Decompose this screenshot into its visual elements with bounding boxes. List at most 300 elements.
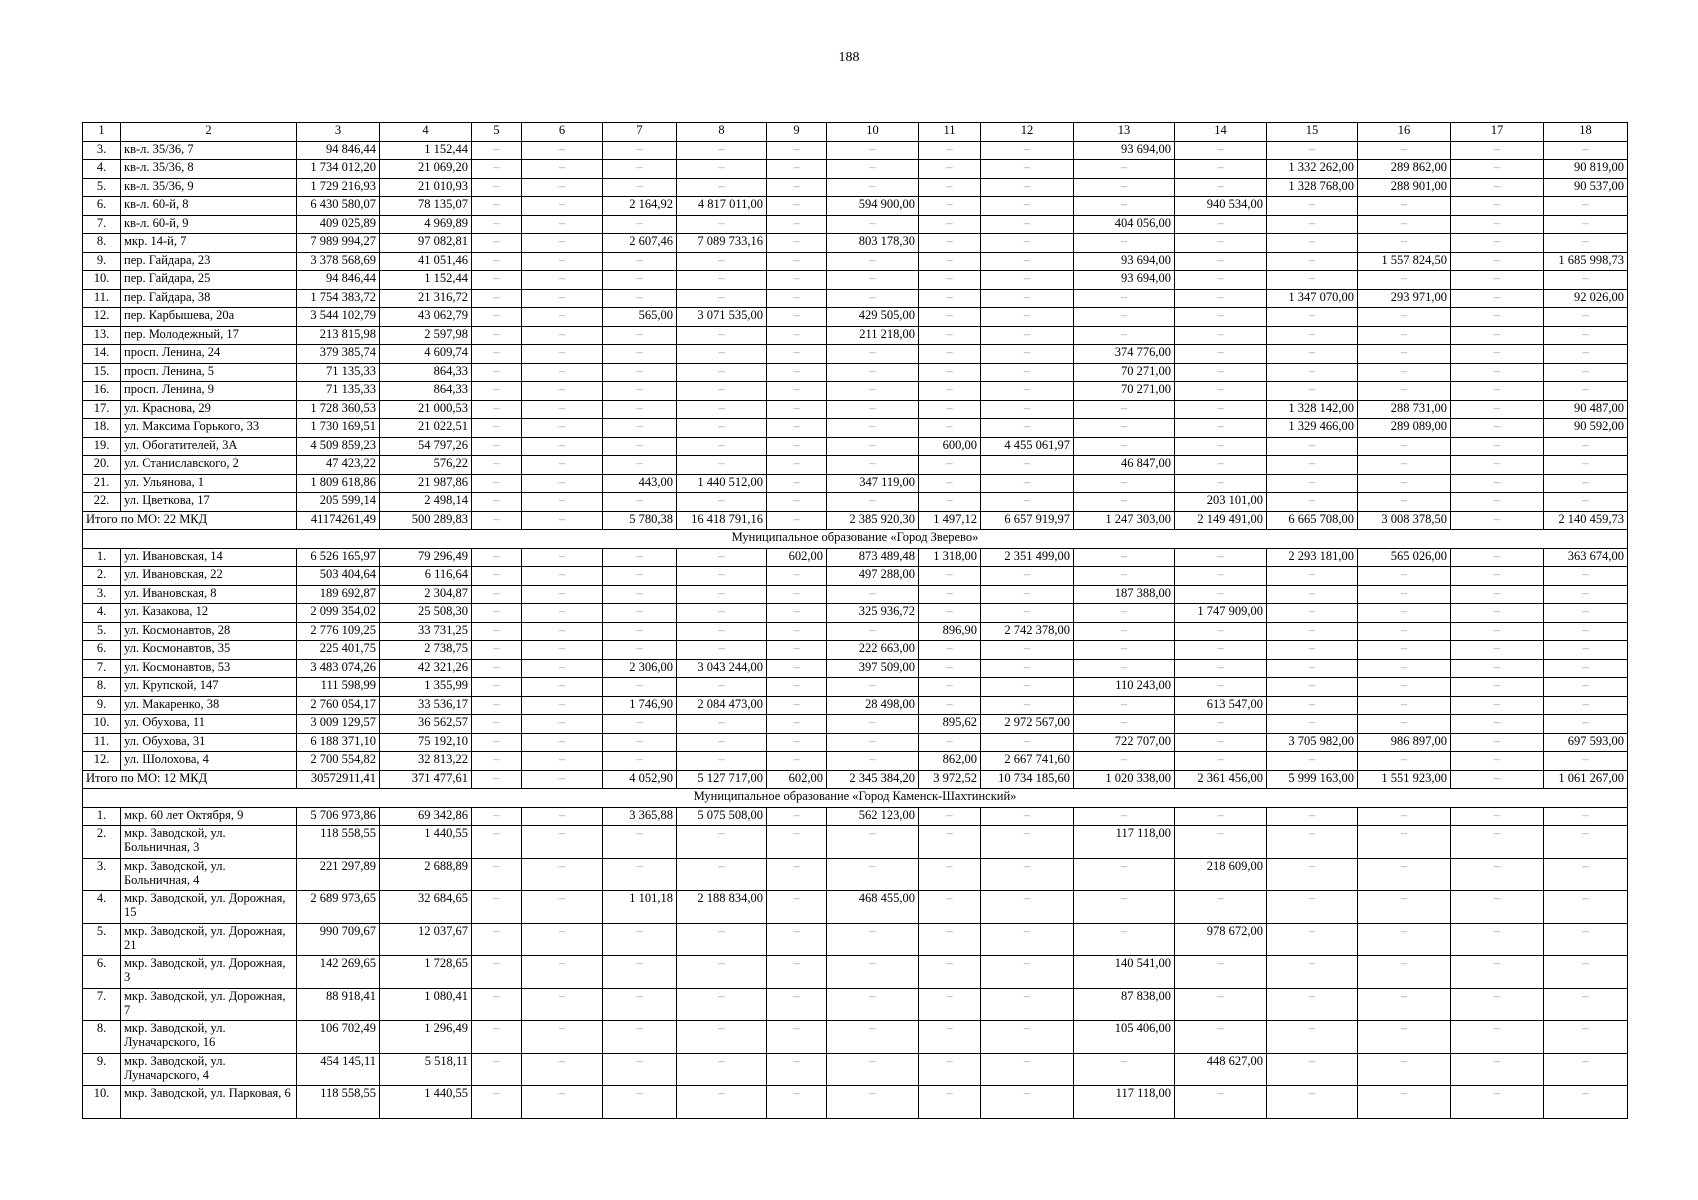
value-cell: –: [472, 752, 522, 771]
value-cell: –: [1358, 1086, 1451, 1119]
table-row: [83, 419, 1628, 438]
value-cell: 203 101,00: [1175, 493, 1267, 512]
value-cell: 3 071 535,00: [677, 308, 767, 327]
value-cell: 90 819,00: [1544, 160, 1628, 179]
value-cell: –: [767, 752, 827, 771]
value-cell: –: [677, 252, 767, 271]
value-cell: –: [472, 215, 522, 234]
value-cell: 4 609,74: [380, 345, 472, 364]
value-cell: –: [1175, 308, 1267, 327]
total-cell: 2 385 920,30: [827, 511, 919, 530]
value-cell: –: [1544, 567, 1628, 586]
value-cell: –: [827, 419, 919, 438]
value-cell: –: [522, 271, 603, 290]
value-cell: 697 593,00: [1544, 733, 1628, 752]
value-cell: 118 558,55: [297, 826, 380, 859]
total-cell: –: [1451, 511, 1544, 530]
table-row: [83, 956, 1628, 989]
value-cell: –: [677, 363, 767, 382]
value-cell: 41 051,46: [380, 252, 472, 271]
value-cell: –: [1451, 659, 1544, 678]
table-row: [83, 548, 1628, 567]
value-cell: –: [827, 289, 919, 308]
value-cell: 347 119,00: [827, 474, 919, 493]
value-cell: 33 536,17: [380, 696, 472, 715]
value-cell: 1 101,18: [603, 891, 677, 924]
total-cell: 1 497,12: [919, 511, 981, 530]
value-cell: –: [1451, 567, 1544, 586]
table-row: [83, 271, 1628, 290]
row-number: 1.: [83, 807, 121, 826]
value-cell: –: [767, 1053, 827, 1086]
value-cell: –: [1544, 891, 1628, 924]
value-cell: –: [472, 363, 522, 382]
value-cell: –: [1175, 548, 1267, 567]
value-cell: 213 815,98: [297, 326, 380, 345]
value-cell: 896,90: [919, 622, 981, 641]
value-cell: –: [472, 826, 522, 859]
value-cell: –: [1451, 456, 1544, 475]
value-cell: –: [919, 215, 981, 234]
value-cell: 565 026,00: [1358, 548, 1451, 567]
total-cell: –: [767, 511, 827, 530]
value-cell: –: [603, 160, 677, 179]
value-cell: –: [677, 733, 767, 752]
value-cell: –: [1544, 923, 1628, 956]
value-cell: –: [827, 826, 919, 859]
value-cell: –: [1074, 659, 1175, 678]
total-cell: 16 418 791,16: [677, 511, 767, 530]
value-cell: –: [677, 271, 767, 290]
value-cell: –: [1074, 752, 1175, 771]
total-cell: 4 052,90: [603, 770, 677, 789]
address-cell: кв-л. 35/36, 8: [121, 160, 297, 179]
value-cell: –: [981, 733, 1074, 752]
value-cell: –: [472, 622, 522, 641]
value-cell: –: [1267, 474, 1358, 493]
row-number: 8.: [83, 234, 121, 253]
value-cell: –: [1074, 437, 1175, 456]
value-cell: 1 747 909,00: [1175, 604, 1267, 623]
value-cell: 6 526 165,97: [297, 548, 380, 567]
value-cell: –: [472, 141, 522, 160]
value-cell: –: [1175, 678, 1267, 697]
value-cell: –: [1074, 178, 1175, 197]
value-cell: –: [1267, 437, 1358, 456]
value-cell: –: [1358, 752, 1451, 771]
value-cell: –: [603, 585, 677, 604]
value-cell: –: [919, 382, 981, 401]
value-cell: –: [1451, 1053, 1544, 1086]
value-cell: 5 706 973,86: [297, 807, 380, 826]
value-cell: –: [919, 178, 981, 197]
value-cell: –: [1175, 585, 1267, 604]
column-number: 4: [380, 123, 472, 142]
value-cell: –: [981, 659, 1074, 678]
value-cell: 1 557 824,50: [1358, 252, 1451, 271]
value-cell: –: [767, 252, 827, 271]
value-cell: –: [472, 197, 522, 216]
value-cell: 1 754 383,72: [297, 289, 380, 308]
value-cell: –: [767, 308, 827, 327]
value-cell: 289 862,00: [1358, 160, 1451, 179]
value-cell: 1 152,44: [380, 271, 472, 290]
value-cell: –: [1358, 604, 1451, 623]
value-cell: –: [603, 956, 677, 989]
value-cell: –: [1451, 363, 1544, 382]
value-cell: –: [1544, 363, 1628, 382]
value-cell: –: [1175, 641, 1267, 660]
address-cell: кв-л. 35/36, 9: [121, 178, 297, 197]
value-cell: 90 592,00: [1544, 419, 1628, 438]
value-cell: –: [1267, 678, 1358, 697]
value-cell: –: [1451, 271, 1544, 290]
address-cell: ул. Обухова, 11: [121, 715, 297, 734]
address-cell: кв-л. 60-й, 8: [121, 197, 297, 216]
value-cell: –: [472, 271, 522, 290]
column-number: 18: [1544, 123, 1628, 142]
value-cell: –: [472, 382, 522, 401]
value-cell: –: [919, 493, 981, 512]
value-cell: 2 597,98: [380, 326, 472, 345]
value-cell: –: [1358, 271, 1451, 290]
value-cell: –: [522, 141, 603, 160]
value-cell: –: [827, 858, 919, 891]
column-number: 1: [83, 123, 121, 142]
value-cell: –: [472, 567, 522, 586]
value-cell: –: [603, 289, 677, 308]
value-cell: –: [472, 956, 522, 989]
value-cell: –: [603, 1021, 677, 1054]
row-number: 6.: [83, 641, 121, 660]
value-cell: –: [981, 160, 1074, 179]
value-cell: –: [1451, 493, 1544, 512]
value-cell: –: [472, 604, 522, 623]
total-row: [83, 770, 1628, 789]
value-cell: –: [677, 456, 767, 475]
value-cell: –: [603, 826, 677, 859]
total-cell: –: [522, 511, 603, 530]
value-cell: –: [1267, 715, 1358, 734]
value-cell: 990 709,67: [297, 923, 380, 956]
value-cell: –: [677, 160, 767, 179]
value-cell: –: [472, 1086, 522, 1119]
value-cell: –: [1074, 923, 1175, 956]
value-cell: –: [1451, 641, 1544, 660]
value-cell: –: [1074, 858, 1175, 891]
value-cell: 28 498,00: [827, 696, 919, 715]
value-cell: –: [603, 345, 677, 364]
value-cell: –: [919, 1086, 981, 1119]
row-number: 4.: [83, 160, 121, 179]
value-cell: –: [1451, 400, 1544, 419]
value-cell: –: [522, 604, 603, 623]
value-cell: 222 663,00: [827, 641, 919, 660]
table-row: [83, 474, 1628, 493]
total-cell: 371 477,61: [380, 770, 472, 789]
value-cell: –: [677, 923, 767, 956]
value-cell: 895,62: [919, 715, 981, 734]
value-cell: –: [522, 252, 603, 271]
value-cell: –: [1358, 956, 1451, 989]
value-cell: –: [981, 382, 1074, 401]
value-cell: –: [1175, 160, 1267, 179]
value-cell: –: [919, 733, 981, 752]
value-cell: –: [1544, 197, 1628, 216]
value-cell: –: [603, 1053, 677, 1086]
value-cell: –: [827, 252, 919, 271]
value-cell: –: [1267, 363, 1358, 382]
value-cell: –: [827, 160, 919, 179]
row-number: 9.: [83, 252, 121, 271]
value-cell: –: [1358, 345, 1451, 364]
value-cell: –: [1358, 1021, 1451, 1054]
value-cell: –: [767, 622, 827, 641]
value-cell: 2 304,87: [380, 585, 472, 604]
table-row: [83, 622, 1628, 641]
value-cell: 429 505,00: [827, 308, 919, 327]
value-cell: –: [1358, 215, 1451, 234]
value-cell: –: [1451, 1086, 1544, 1119]
total-cell: 30572911,41: [297, 770, 380, 789]
row-number: 14.: [83, 345, 121, 364]
value-cell: –: [827, 141, 919, 160]
value-cell: –: [603, 548, 677, 567]
value-cell: –: [767, 585, 827, 604]
value-cell: 36 562,57: [380, 715, 472, 734]
value-cell: –: [1074, 326, 1175, 345]
total-cell: 2 140 459,73: [1544, 511, 1628, 530]
value-cell: –: [1358, 659, 1451, 678]
value-cell: –: [981, 493, 1074, 512]
value-cell: –: [1451, 419, 1544, 438]
value-cell: –: [767, 141, 827, 160]
value-cell: –: [1544, 826, 1628, 859]
value-cell: –: [767, 715, 827, 734]
value-cell: –: [981, 956, 1074, 989]
row-number: 8.: [83, 1021, 121, 1054]
value-cell: –: [827, 1021, 919, 1054]
total-cell: 3 972,52: [919, 770, 981, 789]
value-cell: –: [522, 456, 603, 475]
address-cell: ул. Ульянова, 1: [121, 474, 297, 493]
total-cell: 2 149 491,00: [1175, 511, 1267, 530]
value-cell: 6 430 580,07: [297, 197, 380, 216]
value-cell: –: [1267, 567, 1358, 586]
value-cell: –: [919, 956, 981, 989]
address-cell: пер. Гайдара, 38: [121, 289, 297, 308]
value-cell: 986 897,00: [1358, 733, 1451, 752]
value-cell: –: [767, 678, 827, 697]
value-cell: 21 022,51: [380, 419, 472, 438]
row-number: 8.: [83, 678, 121, 697]
value-cell: –: [522, 548, 603, 567]
value-cell: 90 487,00: [1544, 400, 1628, 419]
value-cell: 75 192,10: [380, 733, 472, 752]
value-cell: 6 188 371,10: [297, 733, 380, 752]
address-cell: пер. Карбышева, 20а: [121, 308, 297, 327]
address-cell: ул. Казакова, 12: [121, 604, 297, 623]
value-cell: –: [603, 622, 677, 641]
value-cell: –: [1358, 923, 1451, 956]
value-cell: –: [1358, 641, 1451, 660]
value-cell: 94 846,44: [297, 141, 380, 160]
value-cell: –: [1451, 1021, 1544, 1054]
value-cell: 1 328 768,00: [1267, 178, 1358, 197]
value-cell: –: [522, 696, 603, 715]
row-number: 5.: [83, 622, 121, 641]
value-cell: –: [603, 178, 677, 197]
value-cell: –: [1544, 604, 1628, 623]
table-row: [83, 659, 1628, 678]
address-cell: ул. Обухова, 31: [121, 733, 297, 752]
value-cell: 46 847,00: [1074, 456, 1175, 475]
value-cell: –: [522, 923, 603, 956]
value-cell: –: [1175, 289, 1267, 308]
value-cell: 602,00: [767, 548, 827, 567]
value-cell: –: [767, 178, 827, 197]
value-cell: 69 342,86: [380, 807, 472, 826]
value-cell: 397 509,00: [827, 659, 919, 678]
value-cell: –: [1544, 807, 1628, 826]
value-cell: 2 164,92: [603, 197, 677, 216]
value-cell: 288 731,00: [1358, 400, 1451, 419]
address-cell: мкр. Заводской, ул. Больничная, 3: [121, 826, 297, 859]
value-cell: 189 692,87: [297, 585, 380, 604]
value-cell: –: [919, 326, 981, 345]
row-number: 9.: [83, 1053, 121, 1086]
address-cell: ул. Максима Горького, 33: [121, 419, 297, 438]
value-cell: –: [522, 659, 603, 678]
value-cell: –: [1451, 197, 1544, 216]
value-cell: –: [1544, 234, 1628, 253]
table-row: [83, 345, 1628, 364]
value-cell: –: [919, 308, 981, 327]
total-cell: –: [1451, 770, 1544, 789]
value-cell: –: [1267, 1021, 1358, 1054]
value-cell: 576,22: [380, 456, 472, 475]
value-cell: –: [919, 567, 981, 586]
value-cell: 1 730 169,51: [297, 419, 380, 438]
value-cell: 4 509 859,23: [297, 437, 380, 456]
value-cell: –: [1358, 891, 1451, 924]
value-cell: –: [603, 271, 677, 290]
value-cell: –: [522, 891, 603, 924]
value-cell: –: [981, 641, 1074, 660]
value-cell: –: [522, 733, 603, 752]
value-cell: –: [1451, 252, 1544, 271]
value-cell: –: [1451, 234, 1544, 253]
value-cell: –: [919, 826, 981, 859]
value-cell: 79 296,49: [380, 548, 472, 567]
value-cell: 289 089,00: [1358, 419, 1451, 438]
value-cell: –: [981, 567, 1074, 586]
value-cell: 2 293 181,00: [1267, 548, 1358, 567]
table-row: [83, 234, 1628, 253]
value-cell: –: [767, 437, 827, 456]
value-cell: 2 498,14: [380, 493, 472, 512]
value-cell: 6 116,64: [380, 567, 472, 586]
value-cell: –: [522, 1086, 603, 1119]
value-cell: 1 728,65: [380, 956, 472, 989]
value-cell: –: [522, 474, 603, 493]
row-number: 12.: [83, 308, 121, 327]
total-cell: –: [522, 770, 603, 789]
value-cell: –: [1358, 715, 1451, 734]
value-cell: –: [1544, 141, 1628, 160]
value-cell: –: [1267, 456, 1358, 475]
value-cell: –: [919, 585, 981, 604]
column-number: 11: [919, 123, 981, 142]
value-cell: 218 609,00: [1175, 858, 1267, 891]
value-cell: –: [1074, 1053, 1175, 1086]
value-cell: –: [1544, 641, 1628, 660]
value-cell: –: [1544, 1086, 1628, 1119]
total-cell: 1 020 338,00: [1074, 770, 1175, 789]
table-row: [83, 363, 1628, 382]
value-cell: –: [1544, 271, 1628, 290]
value-cell: –: [522, 178, 603, 197]
value-cell: –: [827, 715, 919, 734]
row-number: 5.: [83, 923, 121, 956]
address-cell: мкр. Заводской, ул. Луначарского, 16: [121, 1021, 297, 1054]
address-cell: ул. Космонавтов, 35: [121, 641, 297, 660]
address-cell: мкр. 60 лет Октября, 9: [121, 807, 297, 826]
value-cell: –: [1358, 363, 1451, 382]
value-cell: –: [1267, 826, 1358, 859]
value-cell: –: [522, 622, 603, 641]
value-cell: –: [919, 363, 981, 382]
value-cell: 1 734 012,20: [297, 160, 380, 179]
value-cell: –: [1175, 891, 1267, 924]
value-cell: –: [677, 178, 767, 197]
value-cell: –: [1451, 891, 1544, 924]
value-cell: –: [472, 891, 522, 924]
page-number: 188: [838, 50, 860, 65]
value-cell: –: [767, 807, 827, 826]
value-cell: –: [677, 585, 767, 604]
value-cell: –: [677, 141, 767, 160]
value-cell: 2 667 741,60: [981, 752, 1074, 771]
value-cell: –: [1451, 826, 1544, 859]
value-cell: –: [827, 215, 919, 234]
row-number: 3.: [83, 585, 121, 604]
value-cell: 93 694,00: [1074, 141, 1175, 160]
row-number: 4.: [83, 891, 121, 924]
value-cell: –: [1358, 696, 1451, 715]
value-cell: –: [603, 252, 677, 271]
value-cell: 117 118,00: [1074, 1086, 1175, 1119]
address-cell: мкр. Заводской, ул. Дорожная, 15: [121, 891, 297, 924]
value-cell: –: [919, 641, 981, 660]
column-number: 6: [522, 123, 603, 142]
value-cell: –: [677, 493, 767, 512]
value-cell: –: [981, 1086, 1074, 1119]
value-cell: –: [981, 289, 1074, 308]
value-cell: –: [767, 988, 827, 1021]
value-cell: –: [1544, 696, 1628, 715]
value-cell: –: [1175, 1021, 1267, 1054]
column-number: 3: [297, 123, 380, 142]
value-cell: 47 423,22: [297, 456, 380, 475]
value-cell: –: [827, 622, 919, 641]
total-cell: 3 008 378,50: [1358, 511, 1451, 530]
value-cell: 288 901,00: [1358, 178, 1451, 197]
value-cell: 404 056,00: [1074, 215, 1175, 234]
row-number: 5.: [83, 178, 121, 197]
value-cell: 221 297,89: [297, 858, 380, 891]
total-cell: 5 127 717,00: [677, 770, 767, 789]
